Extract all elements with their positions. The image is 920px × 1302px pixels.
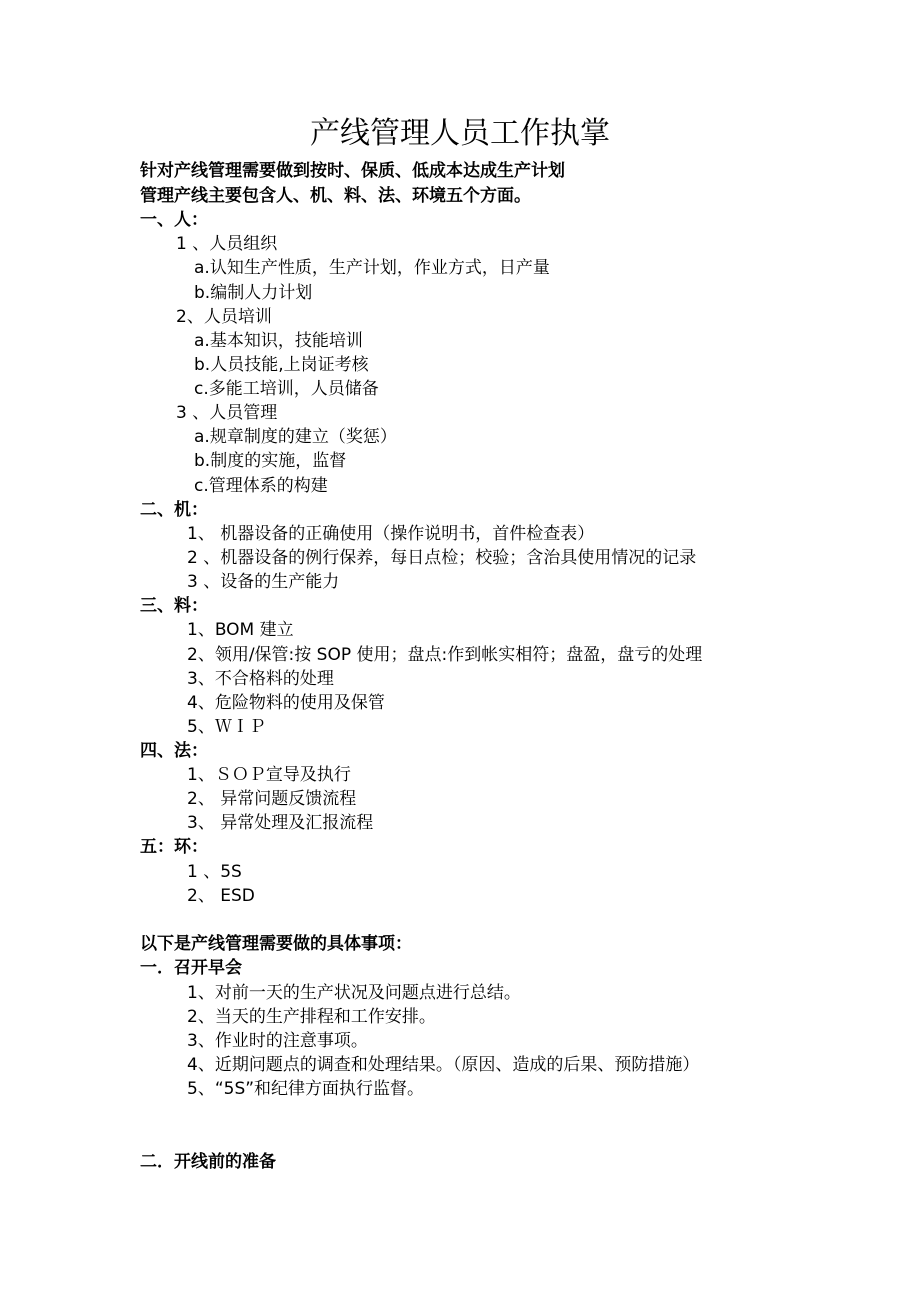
list-item: 2、领用/保管:按 SOP 使用；盘点:作到帐实相符；盘盈，盘亏的处理 — [187, 645, 703, 665]
list-item: 2、 异常问题反馈流程 — [187, 789, 357, 809]
section-heading-huan: 五：环： — [140, 837, 208, 857]
list-item: a.基本知识，技能培训 — [194, 331, 363, 351]
list-item: 3、作业时的注意事项。 — [187, 1031, 368, 1051]
list-item: 3、不合格料的处理 — [187, 669, 334, 689]
list-item: 5、“5S”和纪律方面执行监督。 — [187, 1079, 425, 1099]
prep-heading: 二．开线前的准备 — [140, 1152, 276, 1172]
list-item: b.人员技能,上岗证考核 — [194, 355, 369, 375]
list-item: 3 、人员管理 — [176, 403, 278, 423]
list-item: 1、ＳＯＰ宣导及执行 — [187, 765, 351, 785]
section-heading-ren: 一、人： — [140, 210, 208, 230]
list-item: 2、当天的生产排程和工作安排。 — [187, 1007, 436, 1027]
list-item: 2、人员培训 — [176, 307, 272, 327]
list-item: 5、ＷＩＰ — [187, 717, 266, 737]
section-heading-ji: 二、机： — [140, 500, 208, 520]
list-item: 3、 异常处理及汇报流程 — [187, 813, 374, 833]
list-item: 1 、人员组织 — [176, 234, 278, 254]
section-heading-fa: 四、法： — [140, 741, 208, 761]
list-item: 1 、5S — [187, 862, 242, 882]
list-item: c.管理体系的构建 — [194, 476, 328, 496]
meeting-heading: 一．召开早会 — [140, 958, 242, 978]
list-item: 2、 ESD — [187, 886, 255, 906]
intro-line-1: 针对产线管理需要做到按时、保质、低成本达成生产计划 — [140, 161, 565, 181]
list-item: 1、BOM 建立 — [187, 620, 294, 640]
list-item: b.编制人力计划 — [194, 283, 313, 303]
list-item: 3 、设备的生产能力 — [187, 572, 340, 592]
section-heading-liao: 三、料： — [140, 596, 208, 616]
list-item: 2 、机器设备的例行保养，每日点检；校验；含治具使用情况的记录 — [187, 548, 697, 568]
list-item: 1、对前一天的生产状况及问题点进行总结。 — [187, 983, 521, 1003]
list-item: a.规章制度的建立（奖惩） — [194, 427, 397, 447]
specifics-heading: 以下是产线管理需要做的具体事项： — [140, 934, 412, 954]
page-title: 产线管理人员工作执掌 — [310, 116, 610, 151]
list-item: c.多能工培训，人员储备 — [194, 379, 379, 399]
list-item: b.制度的实施，监督 — [194, 451, 347, 471]
list-item: 4、近期问题点的调查和处理结果。（原因、造成的后果、预防措施） — [187, 1055, 700, 1075]
list-item: 4、危险物料的使用及保管 — [187, 693, 385, 713]
list-item: 1、 机器设备的正确使用（操作说明书，首件检查表） — [187, 524, 595, 544]
intro-line-2: 管理产线主要包含人、机、料、法、环境五个方面。 — [140, 186, 531, 206]
list-item: a.认知生产性质，生产计划，作业方式，日产量 — [194, 258, 550, 278]
